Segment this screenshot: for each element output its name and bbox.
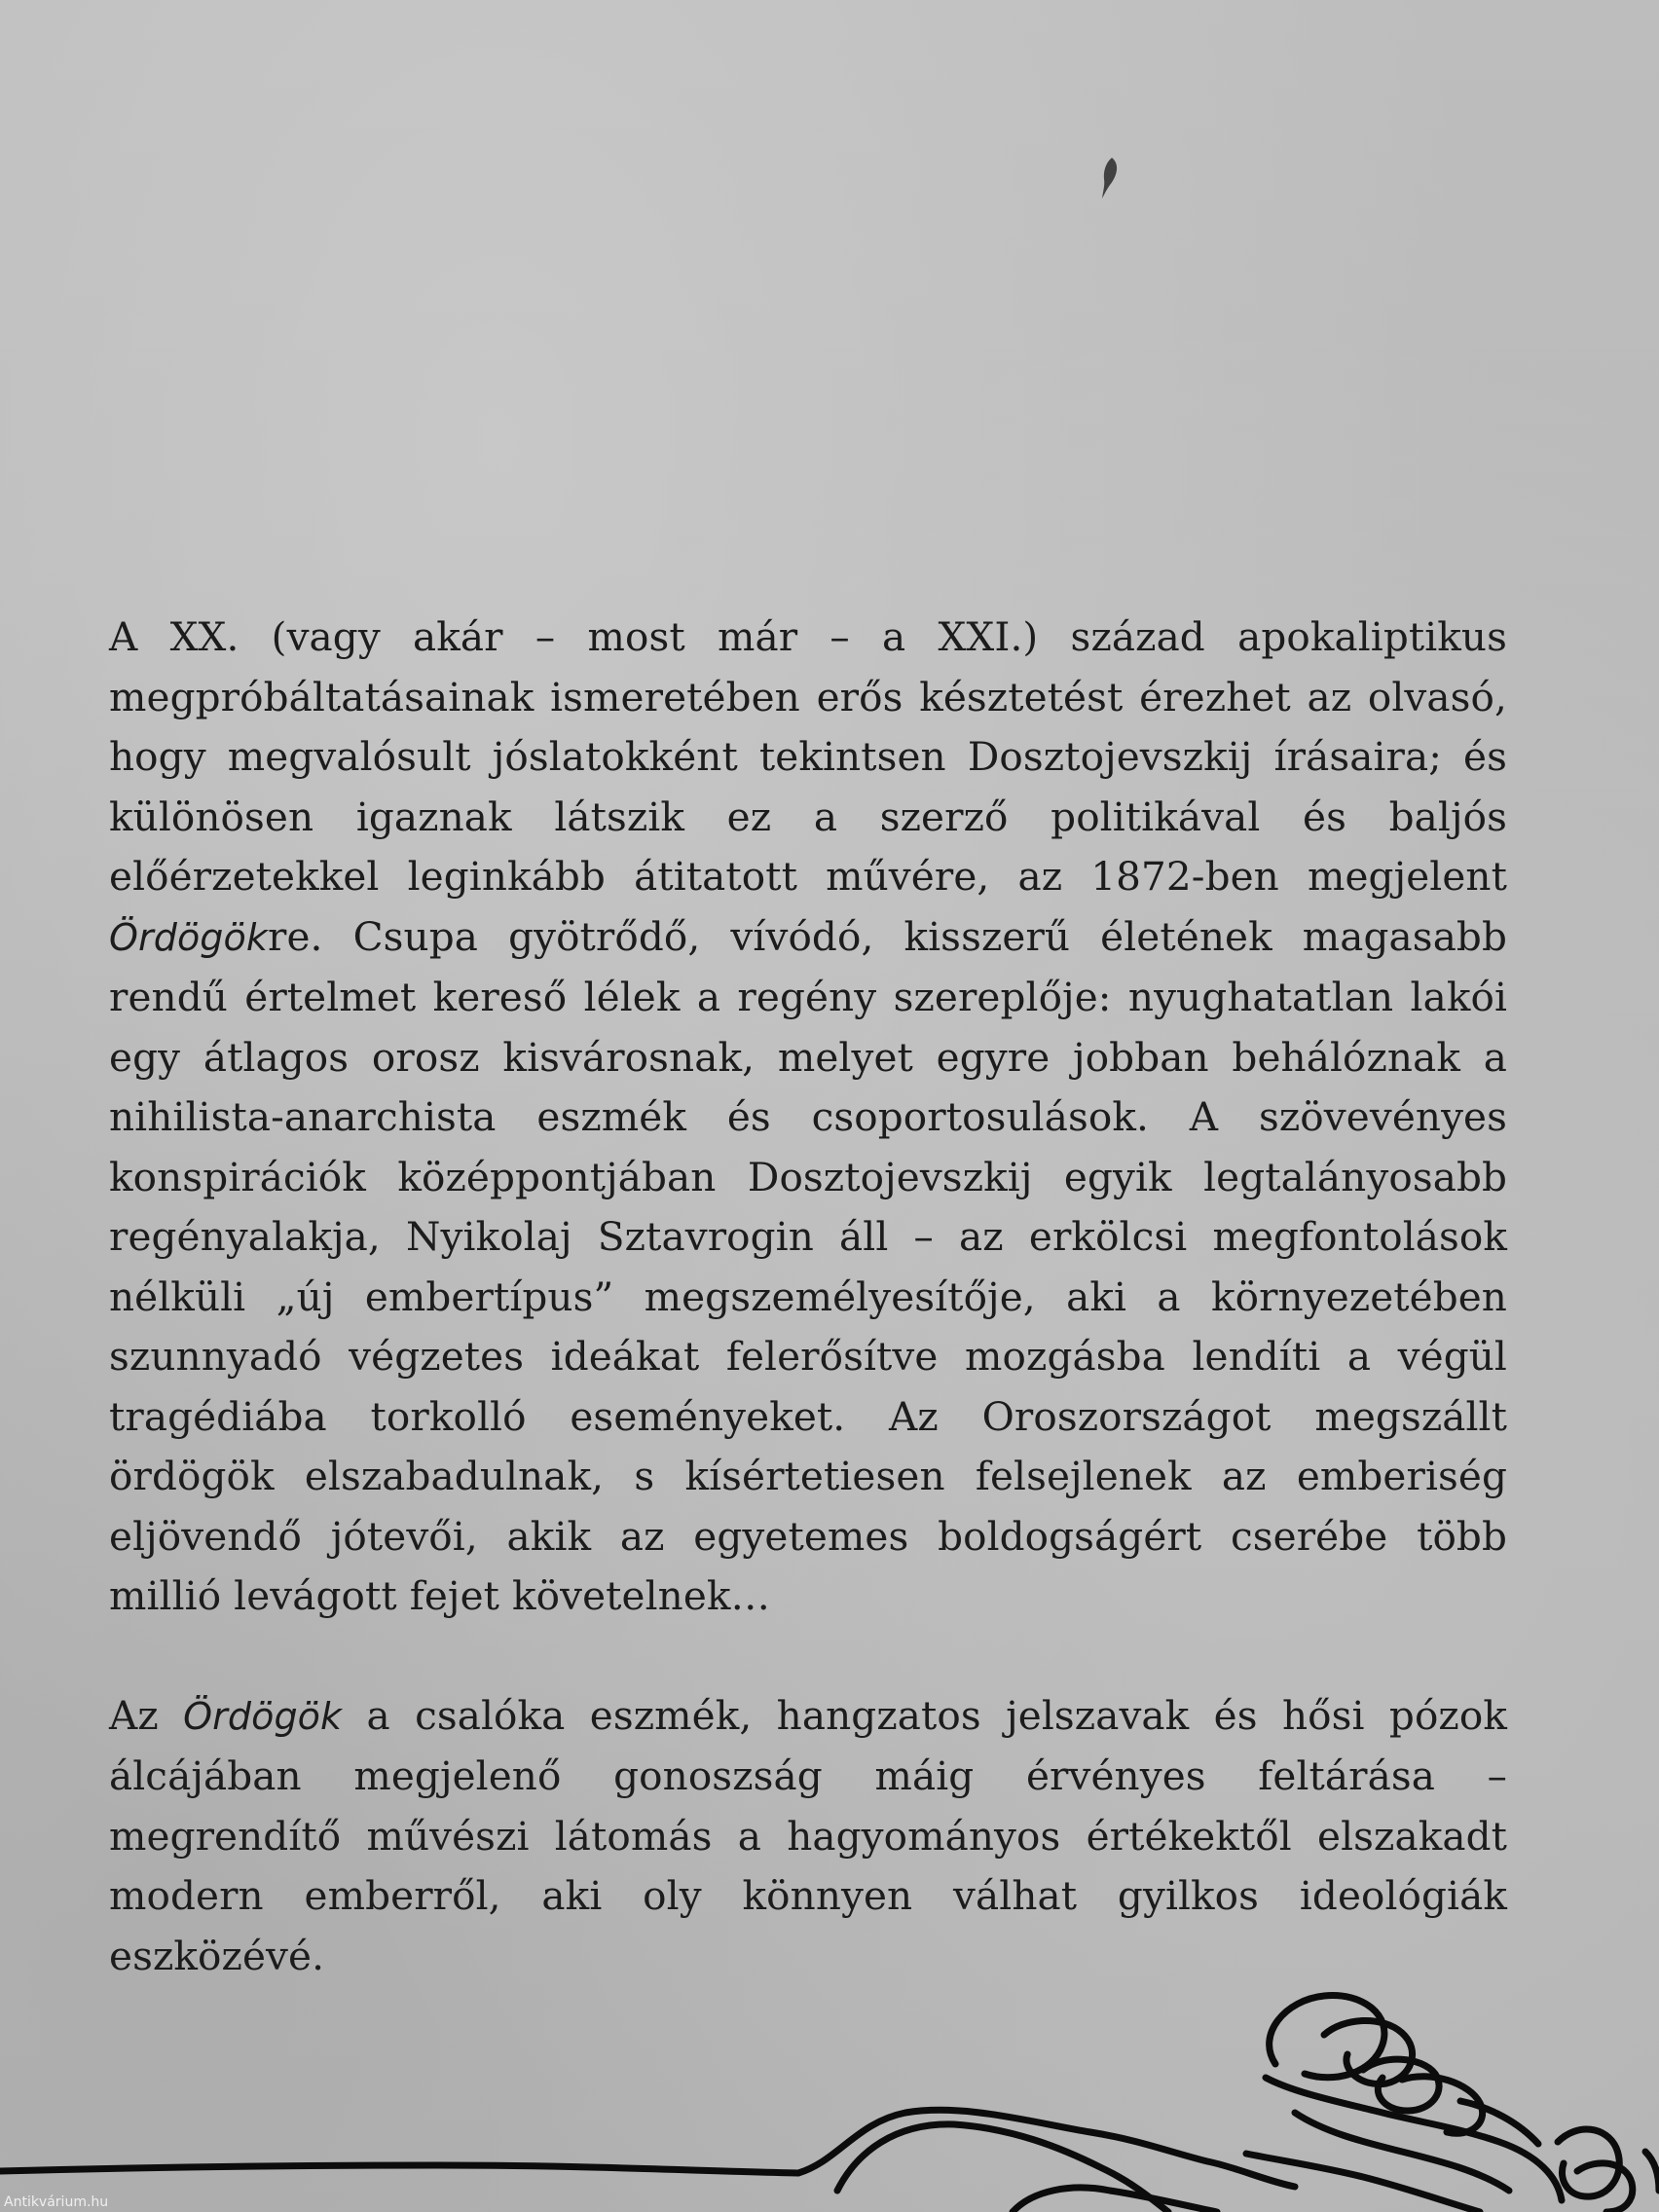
blurb-text [109,608,1507,1986]
ink-speck-mark [1098,156,1124,201]
book-title-italic: Ördögök [183,1694,343,1738]
blurb-paragraph-1 [109,608,1507,1627]
book-title-italic: Ördögök [109,915,268,959]
blurb-paragraph-2 [109,1686,1507,1987]
paragraph-2-text-end: a csalóka eszmék, hangzatos jelszavak és hősi pózok álcájában megjelenő gonoszság máig érvényes feltárása – megrendítő művészi látomás a hagyományos értékektől elszakadt modern emberről, aki oly könnyen válhat gyilkos ideológiák eszközévé. [109,1691,1507,1979]
paragraph-1-text-start: A XX. (vagy akár – most már – a XXI.) század apokaliptikus megpróbáltatásainak ismeretében erős késztetést érezhet az olvasó, hogy megvalósult jóslatokként tekintsen Dosztojevszkij írásaira; és különösen igaznak látszik ez a szerző politikával és baljós előérzetekkel leginkább átitatott művére, az 1872-ben megjelent [109,613,1507,900]
paragraph-2-text-start: Az [109,1691,184,1739]
paragraph-1-text-end: re. Csupa gyötrődő, vívódó, kisszerű életének magasabb rendű értelmet kereső lélek a regény szereplője: nyughatatlan lakói egy átlagos orosz kisvárosnak, melyet egyre jobban behálóznak a nihilista-anarchista eszmék és csoportosulások. A szövevényes konspirációk középpontjában Dosztojevszkij egyik legtalányosabb regényalakja, Nyikolaj Sztavrogin áll – az erkölcsi megfontolások nélküli „új embertípus” megszemélyesítője, aki a környezetében szunnyadó végzetes ideákat felerősítve mozgásba lendíti a végül tragédiába torkolló eseményeket. Az Oroszországot megszállt ördögök elszabadulnak, s kísértetiesen felsejlenek az emberiség eljövendő jótevői, akik az egyetemes boldogságért cserébe több millió levágott fejet követelnek… [109,912,1507,1619]
watermark-text: Antikvárium.hu [4,2194,109,2210]
line-drawing-illustration [0,1976,1659,2212]
